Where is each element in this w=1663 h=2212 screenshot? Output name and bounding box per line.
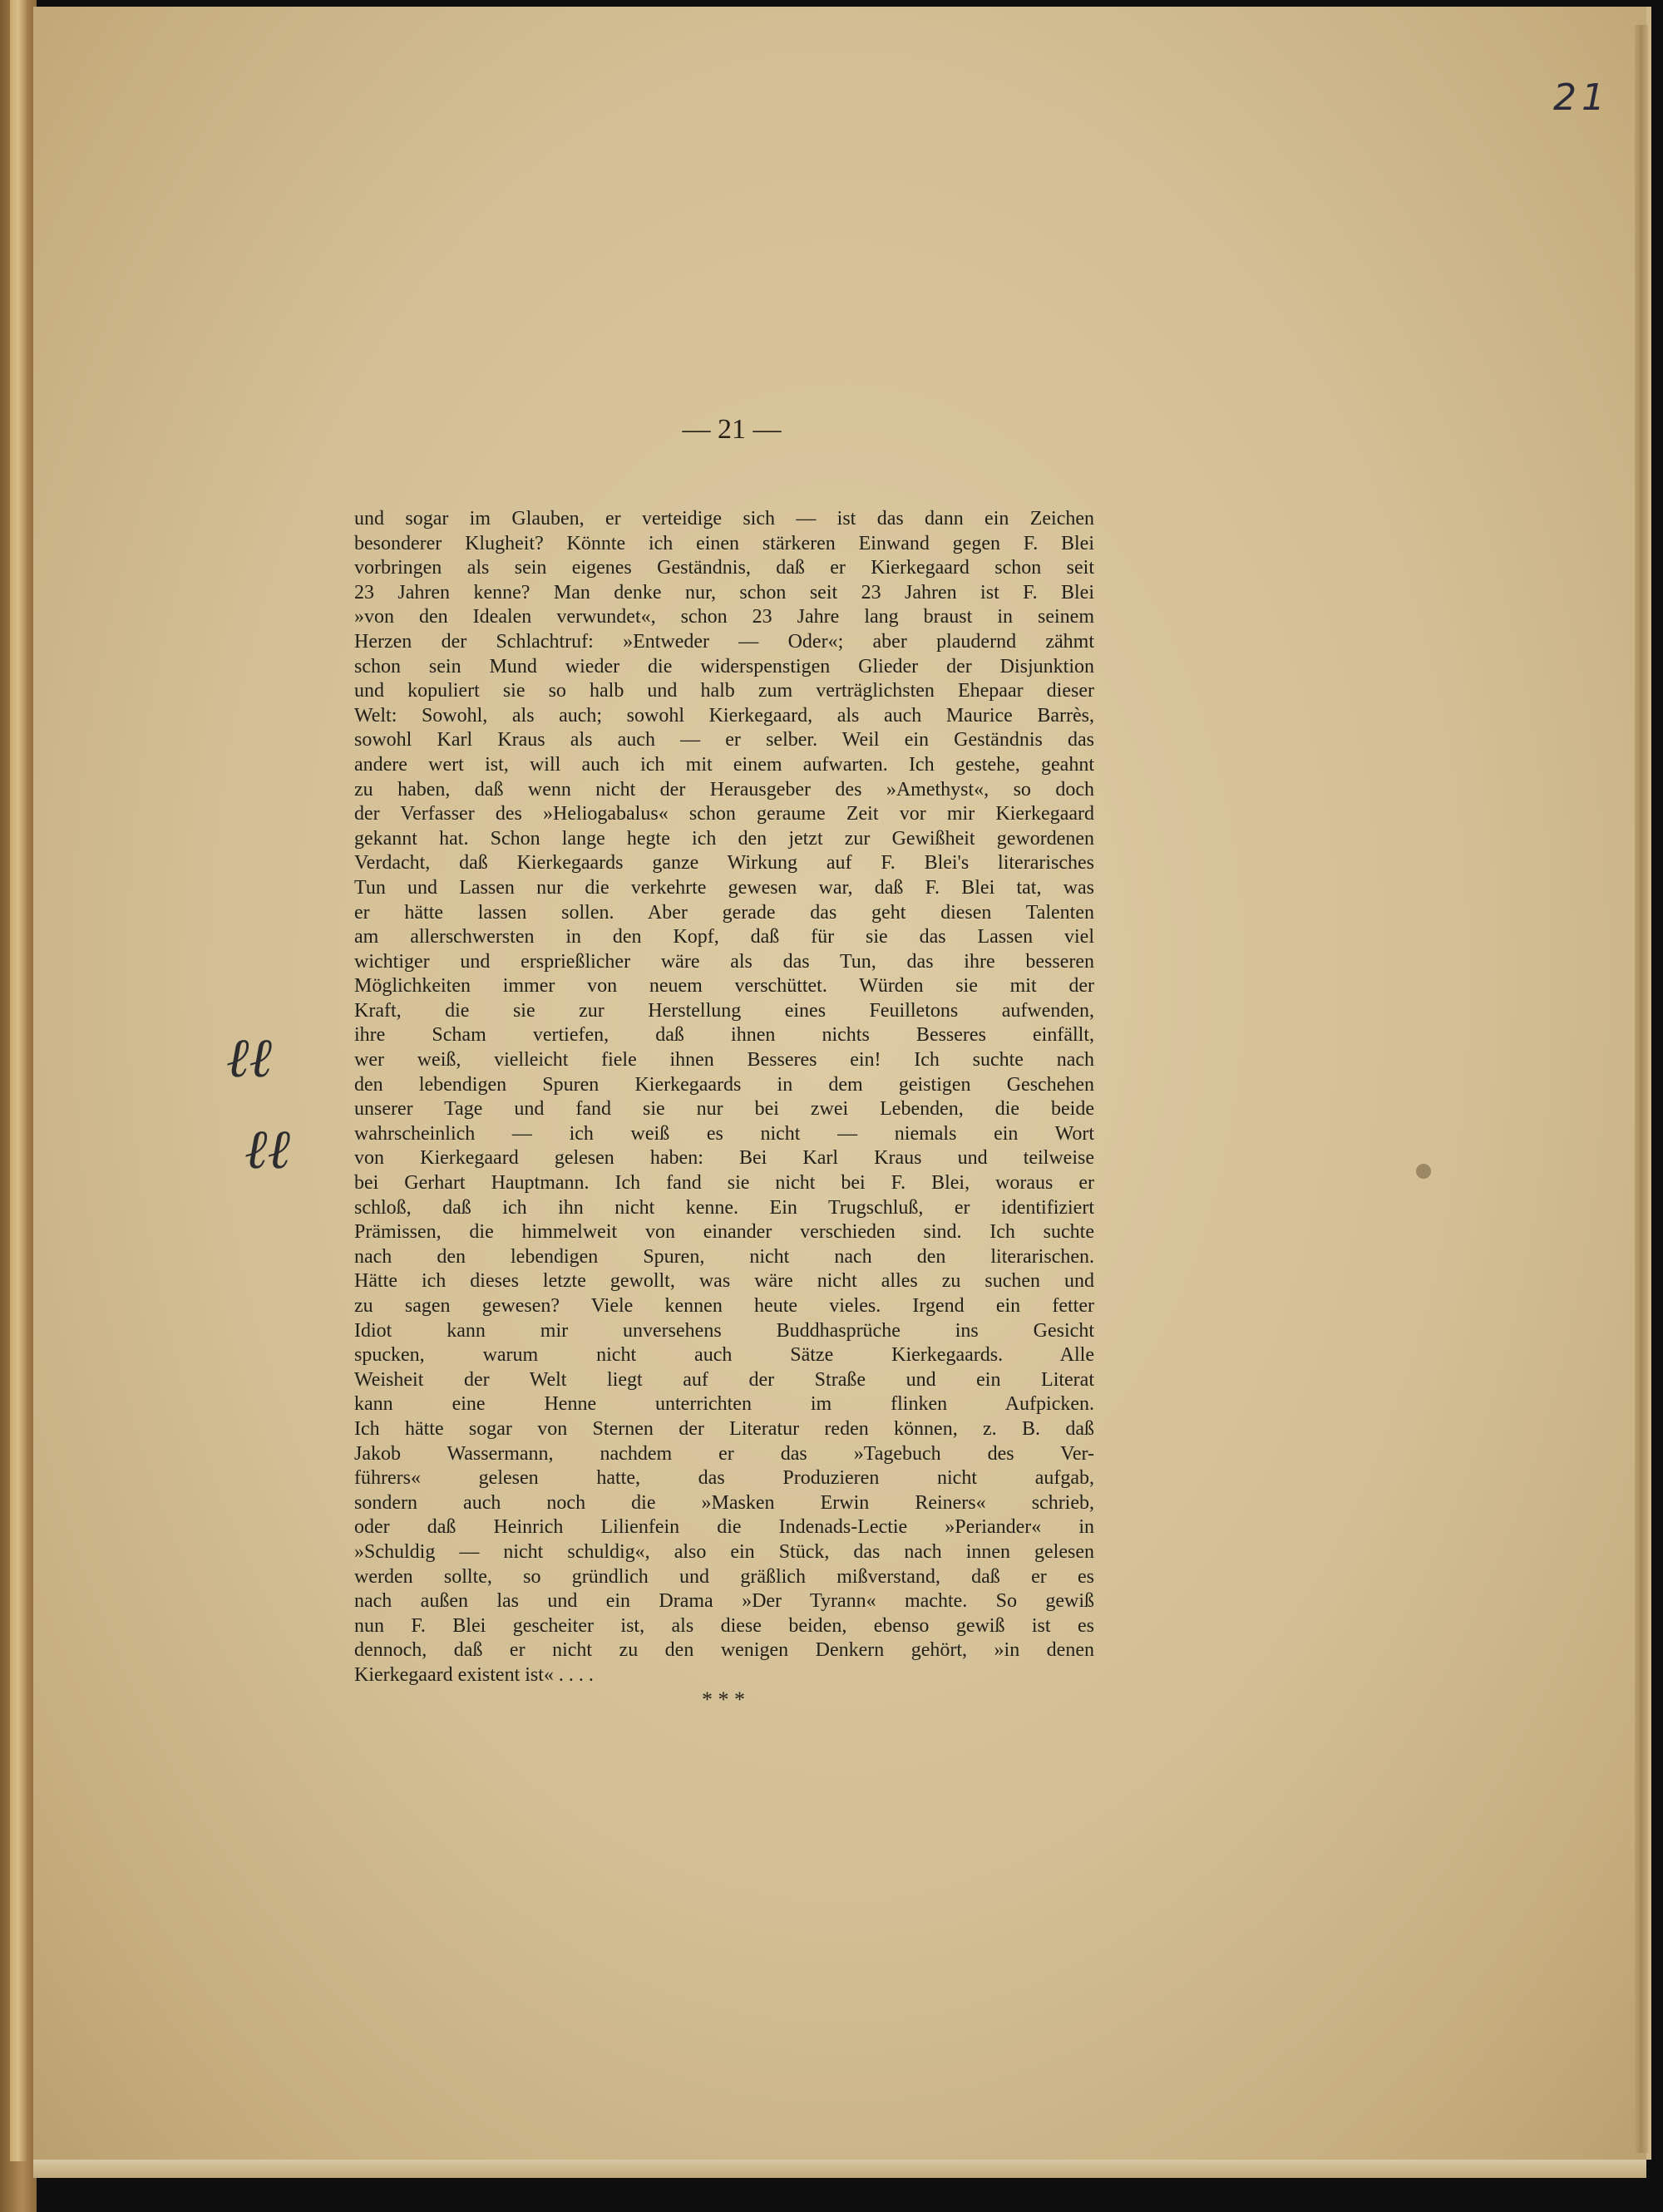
text-line: Idiot kann mir unversehens Buddhasprüche ins Gesicht <box>354 1319 1094 1342</box>
body-text <box>354 507 1094 1688</box>
text-line: wer weiß, vielleicht fiele ihnen Besseres ein! Ich suchte nach <box>354 1049 1094 1072</box>
text-line: dennoch, daß er nicht zu den wenigen Denkern gehört, »in denen <box>354 1639 1094 1662</box>
page-edge-right <box>1635 25 1648 2153</box>
text-line: schon sein Mund wieder die widerspenstigen Glieder der Disjunktion <box>354 655 1094 677</box>
text-line: der Verfasser des »Heliogabalus« schon geraume Zeit vor mir Kierkegaard <box>354 803 1094 825</box>
section-break-asterisks: * * * <box>702 1687 745 1712</box>
page-edge-bottom <box>33 2160 1646 2178</box>
text-line: Herzen der Schlachtruf: »Entweder — Oder«; aber plaudernd zähmt <box>354 630 1094 653</box>
text-line: Jakob Wassermann, nachdem er das »Tagebuch des Ver- <box>354 1442 1094 1465</box>
text-line: nach außen las und ein Drama »Der Tyrann« machte. So gewiß <box>354 1590 1094 1613</box>
text-line: Tun und Lassen nur die verkehrte gewesen war, daß F. Blei tat, was <box>354 876 1094 899</box>
text-line: andere wert ist, will auch ich mit einem aufwarten. Ich gestehe, geahnt <box>354 753 1094 776</box>
text-line: Hätte ich dieses letzte gewollt, was wäre nicht alles zu suchen und <box>354 1270 1094 1293</box>
text-line: besonderer Klugheit? Könnte ich einen stärkeren Einwand gegen F. Blei <box>354 532 1094 554</box>
text-line: spucken, warum nicht auch Sätze Kierkegaards. Alle <box>354 1344 1094 1367</box>
text-line: den lebendigen Spuren Kierkegaards in dem geistigen Geschehen <box>354 1073 1094 1096</box>
text-line: oder daß Heinrich Lilienfein die Indenads-Lectie »Periander« in <box>354 1516 1094 1539</box>
text-line: Verdacht, daß Kierkegaards ganze Wirkung auf F. Blei's literarisches <box>354 852 1094 874</box>
text-line: am allerschwersten in den Kopf, daß für sie das Lassen viel <box>354 926 1094 948</box>
text-line: schloß, daß ich ihn nicht kenne. Ein Trugschluß, er identifiziert <box>354 1196 1094 1219</box>
text-line: ihre Scham vertiefen, daß ihnen nichts Besseres einfällt, <box>354 1024 1094 1047</box>
text-line: »Schuldig — nicht schuldig«, also ein Stück, das nach innen gelesen <box>354 1540 1094 1563</box>
printed-page-number: — 21 — <box>682 414 782 445</box>
text-line: zu haben, daß wenn nicht der Herausgeber des »Amethyst«, so doch <box>354 778 1094 801</box>
text-line: und sogar im Glauben, er verteidige sich — ist das dann ein Zeichen <box>354 508 1094 530</box>
text-line: Ich hätte sogar von Sternen der Literatur reden können, z. B. daß <box>354 1417 1094 1440</box>
text-line: er hätte lassen sollen. Aber gerade das geht diesen Talenten <box>354 901 1094 924</box>
text-line: Prämissen, die himmelweit von einander verschieden sind. Ich suchte <box>354 1221 1094 1244</box>
text-line: wahrscheinlich — ich weiß es nicht — niemals ein Wort <box>354 1122 1094 1145</box>
text-line: Welt: Sowohl, als auch; sowohl Kierkegaard, als auch Maurice Barrès, <box>354 704 1094 727</box>
text-line: Kierkegaard existent ist« . . . . <box>354 1663 594 1686</box>
text-line: führers« gelesen hatte, das Produzieren nicht aufgab, <box>354 1467 1094 1490</box>
text-line: bei Gerhart Hauptmann. Ich fand sie nicht bei F. Blei, woraus er <box>354 1172 1094 1195</box>
text-line: »von den Idealen verwundet«, schon 23 Jahre lang braust in seinem <box>354 606 1094 628</box>
text-line: nun F. Blei gescheiter ist, als diese beiden, ebenso gewiß ist es <box>354 1614 1094 1637</box>
text-line: sondern auch noch die »Masken Erwin Reiners« schrieb, <box>354 1491 1094 1514</box>
text-line: Weisheit der Welt liegt auf der Straße und ein Literat <box>354 1368 1094 1391</box>
text-line: sowohl Karl Kraus als auch — er selber. Weil ein Geständnis das <box>354 729 1094 751</box>
text-line: werden sollte, so gründlich und gräßlich mißverstand, daß er es <box>354 1565 1094 1588</box>
handwritten-page-number: 21 <box>1553 76 1610 119</box>
text-line: wichtiger und ersprießlicher wäre als das Tun, das ihre besseren <box>354 950 1094 973</box>
previous-page-edge <box>10 0 27 2161</box>
handwritten-margin-mark: ℓℓ <box>244 1117 290 1181</box>
text-line: von Kierkegaard gelesen haben: Bei Karl Kraus und teilweise <box>354 1147 1094 1170</box>
text-line: kann eine Henne unterrichten im flinken Aufpicken. <box>354 1393 1094 1416</box>
text-line: nach den lebendigen Spuren, nicht nach den literarischen. <box>354 1245 1094 1268</box>
text-line: unserer Tage und fand sie nur bei zwei Lebenden, die beide <box>354 1098 1094 1121</box>
text-line: zu sagen gewesen? Viele kennen heute vieles. Irgend ein fetter <box>354 1295 1094 1317</box>
paper-stain <box>1416 1164 1431 1179</box>
text-line: gekannt hat. Schon lange hegte ich den jetzt zur Gewißheit gewordenen <box>354 827 1094 850</box>
text-line: Möglichkeiten immer von neuem verschüttet. Würden sie mit der <box>354 975 1094 998</box>
handwritten-margin-mark: ℓℓ <box>226 1026 272 1090</box>
text-line: vorbringen als sein eigenes Geständnis, daß er Kierkegaard schon seit <box>354 557 1094 579</box>
text-line: Kraft, die sie zur Herstellung eines Feuilletons aufwenden, <box>354 999 1094 1022</box>
text-line: 23 Jahren kenne? Man denke nur, schon seit 23 Jahren ist F. Blei <box>354 581 1094 603</box>
text-line: und kopuliert sie so halb und halb zum verträglichsten Ehepaar dieser <box>354 680 1094 702</box>
